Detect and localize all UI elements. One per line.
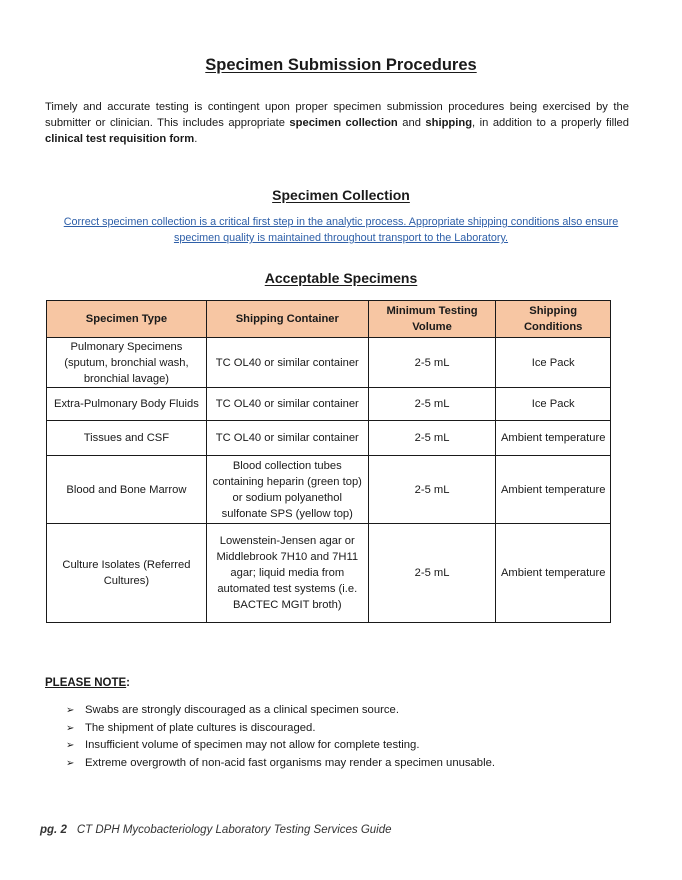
cell-shipping-container: Blood collection tubes containing heparin (green top) or sodium polyanethol sulfonate SPS (yellow top) xyxy=(206,456,368,524)
list-item: ➢ Insufficient volume of specimen may not allow for complete testing. xyxy=(66,737,495,755)
cell-shipping-container: TC OL40 or similar container xyxy=(206,388,368,421)
page-title: Specimen Submission Procedures xyxy=(205,56,477,74)
guide-title: CT DPH Mycobacteriology Laboratory Testing Services Guide xyxy=(76,824,392,836)
notes-list xyxy=(66,702,495,772)
acceptable-specimens-heading: Acceptable Specimens xyxy=(264,270,418,286)
cell-specimen-type: Culture Isolates (Referred Cultures) xyxy=(47,524,207,623)
cell-shipping-conditions: Ice Pack xyxy=(496,388,611,421)
specimen-collection-heading: Specimen Collection xyxy=(272,187,410,203)
acceptable-specimens-table xyxy=(46,300,611,623)
cell-minimum-volume: 2-5 mL xyxy=(368,456,496,524)
cell-specimen-type: Blood and Bone Marrow xyxy=(47,456,207,524)
please-note-label: PLEASE NOTE: xyxy=(45,677,130,689)
table-row xyxy=(47,421,611,456)
header-specimen-type: Specimen Type xyxy=(47,301,207,338)
cell-minimum-volume: 2-5 mL xyxy=(368,421,496,456)
table-row xyxy=(47,388,611,421)
cell-shipping-container: TC OL40 or similar container xyxy=(206,421,368,456)
arrow-bullet-icon: ➢ xyxy=(66,757,75,769)
arrow-bullet-icon: ➢ xyxy=(66,740,75,751)
arrow-bullet-icon: ➢ xyxy=(66,722,75,734)
arrow-bullet-icon: ➢ xyxy=(66,705,75,716)
list-item: ➢ Swabs are strongly discouraged as a clinical specimen source. xyxy=(66,702,495,720)
cell-shipping-conditions: Ambient temperature xyxy=(496,456,611,524)
cell-minimum-volume: 2-5 mL xyxy=(368,524,496,623)
intro-paragraph: Timely and accurate testing is contingent upon proper specimen submission procedures being exercised by the submitter or clinician. This includes appropriate specimen collection and shipping, in addition to a properly filled clinical test requisition form. xyxy=(45,101,629,145)
cell-minimum-volume: 2-5 mL xyxy=(368,338,496,388)
cell-shipping-conditions: Ice Pack xyxy=(496,338,611,388)
table-header-row xyxy=(47,301,611,338)
cell-shipping-container: Lowenstein-Jensen agar or Middlebrook 7H10 and 7H11 agar; liquid media from automated test systems (i.e. BACTEC MGIT broth) xyxy=(206,524,368,623)
specimen-collection-link[interactable]: Correct specimen collection is a critical first step in the analytic process. Appropriate shipping conditions also ensure specimen quality is maintained throughout transport to the Laboratory. xyxy=(63,216,619,244)
cell-minimum-volume: 2-5 mL xyxy=(368,388,496,421)
cell-specimen-type: Tissues and CSF xyxy=(47,421,207,456)
header-minimum-volume: Minimum Testing Volume xyxy=(368,301,496,338)
list-item: ➢ The shipment of plate cultures is discouraged. xyxy=(66,720,495,738)
cell-shipping-container: TC OL40 or similar container xyxy=(206,338,368,388)
table-row xyxy=(47,524,611,623)
cell-specimen-type: Extra-Pulmonary Body Fluids xyxy=(47,388,207,421)
list-item: ➢ Extreme overgrowth of non-acid fast organisms may render a specimen unusable. xyxy=(66,755,495,773)
header-shipping-container: Shipping Container xyxy=(206,301,368,338)
cell-shipping-conditions: Ambient temperature xyxy=(496,524,611,623)
table-row xyxy=(47,338,611,388)
cell-specimen-type: Pulmonary Specimens (sputum, bronchial wash, bronchial lavage) xyxy=(47,338,207,388)
page-number: pg. 2 xyxy=(40,824,67,836)
page-footer xyxy=(40,824,392,836)
table-row xyxy=(47,456,611,524)
cell-shipping-conditions: Ambient temperature xyxy=(496,421,611,456)
header-shipping-conditions: Shipping Conditions xyxy=(496,301,611,338)
